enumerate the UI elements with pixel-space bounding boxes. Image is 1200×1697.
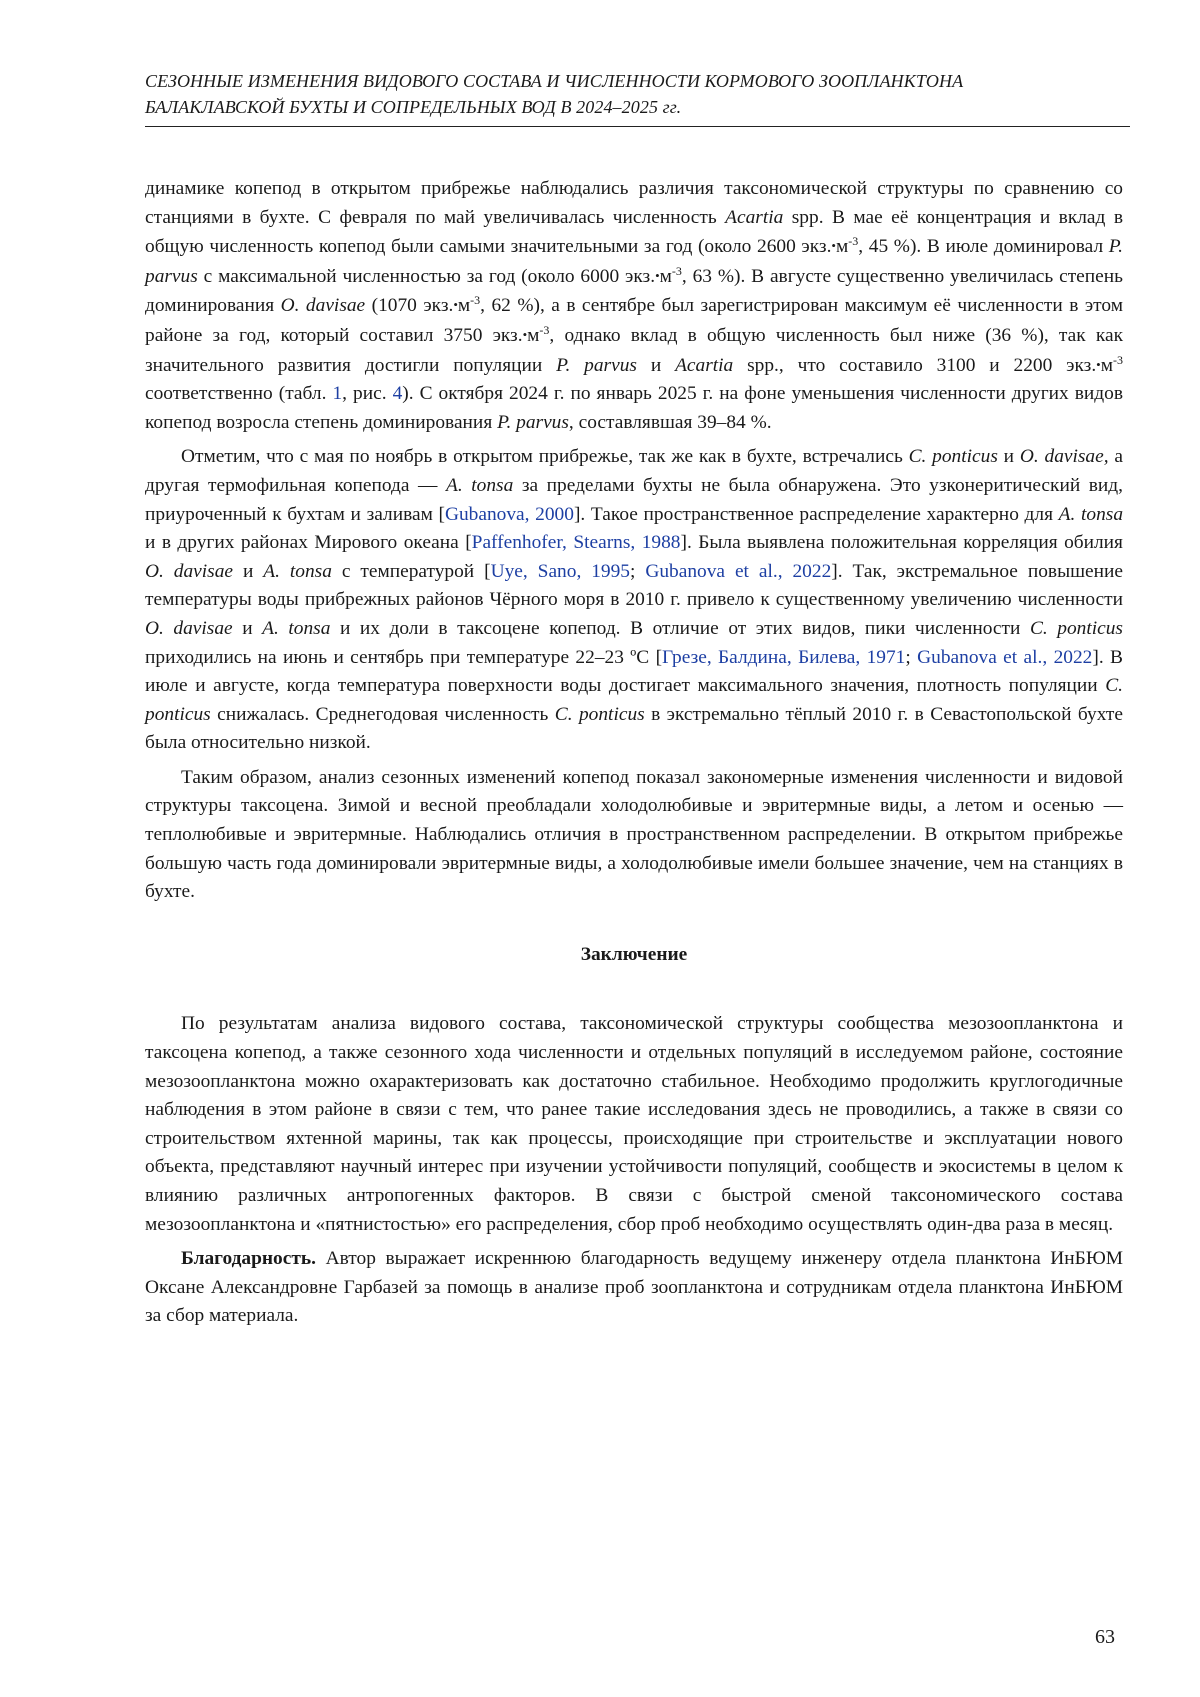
paragraph-summary: Таким образом, анализ сезонных изменений копепод показал закономерные изменения численности и видовой структуры таксоцена. Зимой и весной преобладали холодолюбивые и эвритермные виды, а летом и осенью — теплолюбивые и эвритермные. Наблюдались отличия в пространственном распределении. В открытом прибрежье большую часть года доминировали эвритермные виды, а холодолюбивые имели большее значение, чем на станциях в бухте. xyxy=(145,766,1123,903)
species-name: C. ponticus xyxy=(1029,617,1123,639)
species-name: A. tonsa xyxy=(446,474,514,496)
page-number: 63 xyxy=(1095,1626,1115,1648)
species-name: Acartia xyxy=(675,354,734,376)
citation-link[interactable]: Грезе, Балдина, Билева, 1971 xyxy=(662,646,906,668)
table-reference-link[interactable]: 1 xyxy=(332,383,343,405)
species-name: O. davisae xyxy=(145,560,234,582)
species-name: C. ponticus xyxy=(145,675,1123,725)
section-heading-conclusion: Заключение xyxy=(580,943,688,965)
species-name: C. ponticus xyxy=(554,703,645,725)
species-name: C. ponticus xyxy=(908,446,998,468)
acknowledgment-label: Благодарность. xyxy=(181,1248,316,1270)
species-name: A. tonsa xyxy=(262,617,331,639)
running-header xyxy=(145,68,1130,127)
paragraph-copepod-dynamics: динамике копепод в открытом прибрежье наблюдались различия таксономической структуры по сравнению со станциями в бухте. С февраля по май увеличивалась численность Acartia spp. В мае её концентрация и вклад в общую численность копепод были самыми значительными за год (около 2600 $экз.•м^{-3}$, 45 %). В июле доминировал P. parvus с максимальной численностью за год (около 6000 $экз.•м^{-3}$, 63 %). В августе существенно увеличилась степень доминирования O. davisae (1070 $экз.•м^{-3}$, 62 %), а в сентябре был зарегистрирован максимум её численности в этом районе за год, который составил 3750 $экз.•м^{-3}$, однако вклад в общую численность был ниже (36 %), так как значительного развития достигли популяции P. parvus и Acartia spp., что составило 3100 и 2200 $экз.•м^{-3}$ соответственно (табл. 1, рис. 4). С октября 2024 г. по январь 2025 г. на фоне уменьшения численности других видов копепод возросла степень доминирования P. parvus, составлявшая 39–84 %. xyxy=(145,178,1124,433)
species-name: O. davisae, xyxy=(1019,446,1109,468)
species-name: P. parvus xyxy=(556,354,637,376)
citation-link[interactable]: Uye, Sano, 1995 xyxy=(490,560,630,582)
paragraph-conclusion: По результатам анализа видового состава, таксономической структуры сообщества мезозоопланктона и таксоцена копепод, а также сезонного хода численности и отдельных популяций в исследуемом районе, состояние мезозоопланктона можно охарактеризовать как достаточно стабильное. Необходимо продолжить круглогодичные наблюдения в этом районе в связи с тем, что ранее такие исследования здесь не проводились, а также в связи со строительством яхтенной марины, так как процессы, происходящие при строительстве и эксплуатации нового объекта, представляют научный интерес при изучении устойчивости популяций, сообществ и экосистемы в целом к влиянию различных антропогенных факторов. В связи с быстрой сменой таксономического состава мезозоопланктона и «пятнистостью» его распределения, сбор проб необходимо осуществлять один-два раза в месяц. xyxy=(145,1013,1123,1235)
paragraph-thermophilic-species: Отметим, что с мая по ноябрь в открытом прибрежье, так же как в бухте, встречались C. ponticus и O. davisae, а другая термофильная копепода — A. tonsa за пределами бухты не была обнаружена. Это узконеритический вид, приуроченный к бухтам и заливам [Gubanova, 2000]. Такое пространственное распределение характерно для A. tonsa и в других районах Мирового океана [Paffenhofer, Stearns, 1988]. Была выявлена положительная корреляция обилия O. davisae и A. tonsa с температурой [Uye, Sano, 1995; Gubanova et al., 2022]. Так, экстремальное повышение температуры воды прибрежных районов Чёрного моря в 2010 г. привело к существенному увеличению численности O. davisae и A. tonsa и их доли в таксоцене копепод. В отличие от этих видов, пики численности C. ponticus приходились на июнь и сентябрь при температуре 22–23 ºС [Грезе, Балдина, Билева, 1971; Gubanova et al., 2022]. В июле и августе, когда температура поверхности воды достигает максимального значения, плотность популяции C. ponticus снижалась. Среднегодовая численность C. ponticus в экстремально тёплый 2010 г. в Севастопольской бухте была относительно низкой. xyxy=(145,446,1124,754)
figure-reference-link[interactable]: 4 xyxy=(392,383,403,405)
species-name: P. parvus xyxy=(497,411,569,433)
species-name: Acartia xyxy=(725,206,784,228)
species-name: O. davisae xyxy=(145,617,233,639)
running-header-line-2: БАЛАКЛАВСКОЙ БУХТЫ И СОПРЕДЕЛЬНЫХ ВОД В 2024–2025 гг. xyxy=(145,97,682,117)
citation-link[interactable]: Gubanova et al., 2022 xyxy=(645,560,832,582)
paragraph-acknowledgment: Благодарность. Автор выражает искреннюю благодарность ведущему инженеру отдела планктона ИнБЮМ Оксане Александровне Гарбазей за помощь в анализе проб зоопланктона и сотрудникам отдела планктона ИнБЮМ за сбор материала. xyxy=(145,1248,1123,1327)
running-header-line-1: СЕЗОННЫЕ ИЗМЕНЕНИЯ ВИДОВОГО СОСТАВА И ЧИСЛЕННОСТИ КОРМОВОГО ЗООПЛАНКТОНА xyxy=(145,71,964,91)
species-name: A. tonsa xyxy=(263,560,332,582)
article-body xyxy=(145,175,1123,1337)
species-name: P. parvus xyxy=(145,236,1123,287)
species-name: O. davisae xyxy=(280,295,366,317)
citation-link[interactable]: Paffenhofer, Stearns, 1988 xyxy=(471,532,681,554)
citation-link[interactable]: Gubanova, 2000 xyxy=(444,503,574,525)
species-name: A. tonsa xyxy=(1058,503,1124,525)
citation-link[interactable]: Gubanova et al., 2022 xyxy=(917,646,1093,668)
